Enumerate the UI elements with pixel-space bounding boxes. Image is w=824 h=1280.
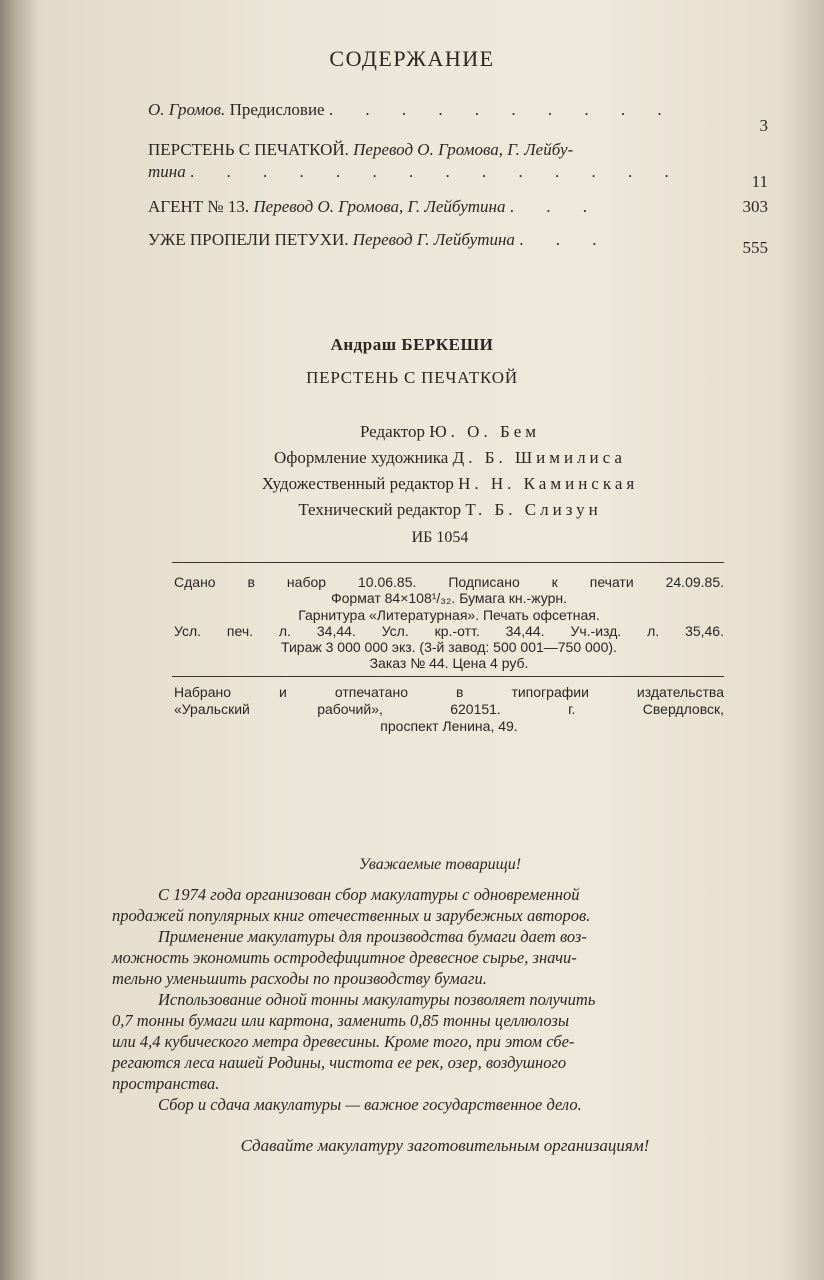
credit-name: Т. Б. Слизун <box>465 500 602 519</box>
toc-translator-cont: тина <box>148 162 186 181</box>
appeal-text <box>112 884 768 1115</box>
appeal-line: 0,7 тонны бумаги или картона, заменить 0,85 тонны целлюлозы <box>112 1011 570 1030</box>
credit-tech-editor <box>0 500 824 520</box>
appeal-line: или 4,4 кубического метра древесины. Кроме того, при этом сбе- <box>112 1032 575 1051</box>
toc-page-number: 3 <box>759 116 768 135</box>
appeal-line: можность экономить остродефицитное древесное сырье, значи- <box>112 948 577 967</box>
toc-title-text: УЖЕ ПРОПЕЛИ ПЕТУХИ. <box>148 230 349 249</box>
toc-translator: Перевод Г. Лейбутина <box>352 230 515 249</box>
toc-leader: . . . <box>509 197 601 216</box>
toc-entry-ring <box>148 140 768 160</box>
toc-page-number: 303 <box>742 197 768 216</box>
printer-line: проспект Ленина, 49. <box>380 718 518 734</box>
imprint-line: Гарнитура «Литературная». Печать офсетная. <box>298 607 600 623</box>
credit-designer <box>0 448 824 468</box>
credit-role: Технический редактор <box>298 500 462 519</box>
appeal-line: продажей популярных книг отечественных и зарубежных авторов. <box>112 906 591 925</box>
toc-title-text: АГЕНТ № 13. <box>148 197 250 216</box>
toc-entry-ring-cont <box>148 162 768 191</box>
ib-number: ИБ 1054 <box>411 529 469 546</box>
toc-title-text: Предисловие <box>229 100 325 119</box>
toc-title-text: ПЕРСТЕНЬ С ПЕЧАТКОЙ. <box>148 140 349 159</box>
author-last-name: БЕРКЕШИ <box>401 335 494 354</box>
imprint-line: Заказ № 44. Цена 4 руб. <box>369 655 529 671</box>
credit-art-editor <box>0 474 824 494</box>
toc-entry-roosters <box>148 230 768 257</box>
credit-name: Ю. О. Бем <box>429 422 541 441</box>
toc-page-number: 11 <box>751 172 768 191</box>
toc-page-number: 555 <box>742 238 768 257</box>
toc-translator: Перевод О. Громова, Г. Лейбу- <box>353 140 574 159</box>
author-first-name: Андраш <box>330 335 397 354</box>
appeal-line: Сбор и сдача макулатуры — важное государственное дело. <box>158 1095 582 1114</box>
appeal-line: С 1974 года организован сбор макулатуры с одновременной <box>158 885 580 904</box>
toc-entry-foreword <box>148 100 768 135</box>
toc-title: СОДЕРЖАНИЕ <box>329 46 495 71</box>
appeal-title: Уважаемые товарищи! <box>358 856 522 873</box>
imprint-line: Формат 84×108¹/₃₂. Бумага кн.-журн. <box>331 590 567 606</box>
toc-leader: . . . <box>519 230 611 249</box>
book-author <box>0 335 824 355</box>
printer-line: Набрано и отпечатано в типографии издательства <box>174 684 724 700</box>
toc-leader: . . . . . . . . . . <box>328 100 676 119</box>
appeal-line: регаются леса нашей Родины, чистота ее рек, озер, воздушного <box>112 1053 567 1072</box>
appeal-closing: Сдавайте макулатуру заготовительным организациям! <box>240 1136 650 1155</box>
appeal-line: Применение макулатуры для производства бумаги дает воз- <box>158 927 587 946</box>
credit-editor <box>0 422 824 442</box>
credit-name: Н. Н. Каминская <box>458 474 639 493</box>
appeal-line: пространства. <box>112 1074 220 1093</box>
credit-role: Редактор <box>359 422 425 441</box>
imprint-rule-top <box>172 562 724 563</box>
toc-leader: . . . . . . . . . . . . . . <box>189 162 683 181</box>
toc-author: О. Громов. <box>148 100 226 119</box>
book-title: ПЕРСТЕНЬ С ПЕЧАТКОЙ <box>306 368 518 387</box>
toc-translator: Перевод О. Громова, Г. Лейбутина <box>253 197 506 216</box>
imprint-line: Сдано в набор 10.06.85. Подписано к печати 24.09.85. <box>174 574 724 590</box>
credit-role: Художественный редактор <box>261 474 454 493</box>
imprint-line: Усл. печ. л. 34,44. Усл. кр.-отт. 34,44. Уч.-изд. л. 35,46. <box>174 623 724 639</box>
toc-entry-agent <box>148 197 768 217</box>
printer-line: «Уральский рабочий», 620151. г. Свердловск, <box>174 701 724 717</box>
appeal-line: тельно уменьшить расходы по производству бумаги. <box>112 969 487 988</box>
appeal-line: Использование одной тонны макулатуры позволяет получить <box>158 990 596 1009</box>
imprint-rule-bottom <box>172 676 724 677</box>
credit-name: Д. Б. Шимилиса <box>452 448 626 467</box>
credit-role: Оформление художника <box>274 448 449 467</box>
imprint-line: Тираж 3 000 000 экз. (3-й завод: 500 001—750 000). <box>281 639 617 655</box>
